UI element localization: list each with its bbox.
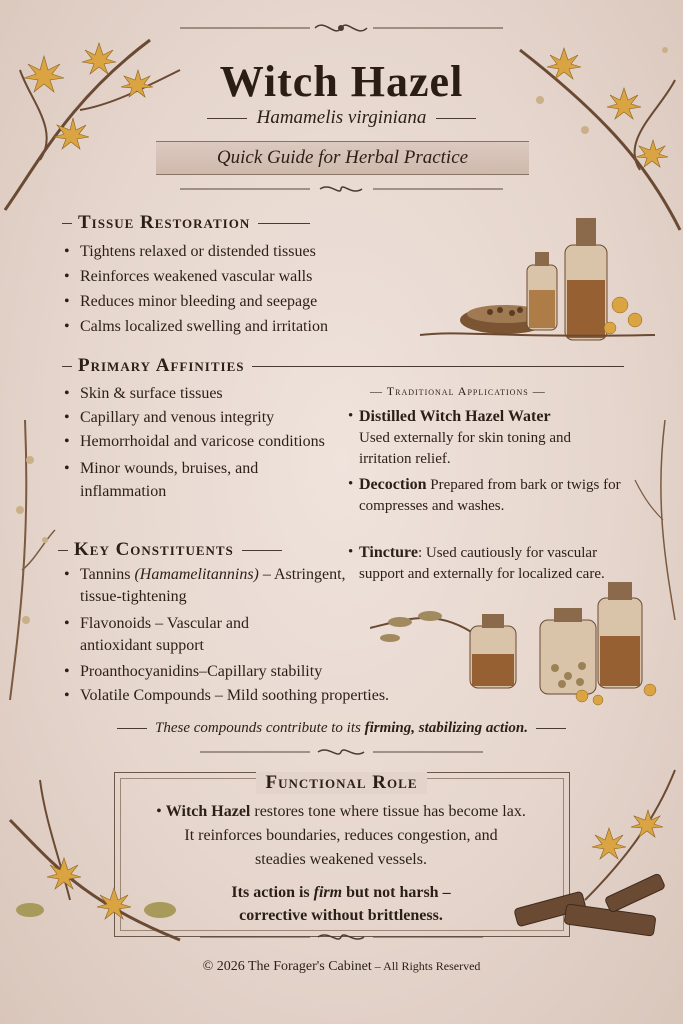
list-item: • Capillary and venous integrity — [62, 406, 327, 430]
rights-text: – All Rights Reserved — [371, 959, 481, 973]
functional-role-lead: Witch Hazel — [165, 803, 251, 820]
list-item: • Tightens relaxed or distended tissues — [62, 239, 432, 264]
list-item: • Calms localized swelling and irritation — [62, 314, 432, 339]
bare-branch-left-illustration — [0, 420, 60, 700]
primary-affinities-title: Primary Affinities — [78, 355, 245, 376]
functional-role-title: Functional Role — [256, 772, 428, 794]
list-item — [62, 564, 350, 607]
guide-banner: Quick Guide for Herbal Practice — [156, 141, 529, 175]
tincture-bottles-illustration — [420, 210, 660, 350]
copyright-footer — [0, 959, 683, 975]
application-name: Tincture — [359, 544, 418, 561]
application-text: : Used cautiously for vascular support and externally for localized care. — [359, 545, 605, 582]
tissue-restoration-title: Tissue Restoration — [78, 212, 251, 233]
top-ornament — [180, 18, 503, 38]
page-title: Witch Hazel — [219, 57, 464, 106]
constituent-name: Proanthocyanidins — [80, 663, 200, 680]
constituents-summary-emphasis: firming, stabilizing action. — [364, 720, 528, 736]
constituent-desc: – Vascular and antioxidant support — [80, 615, 250, 654]
application-name: Distilled Witch Hazel Water — [359, 408, 551, 425]
action-line2: corrective without brittleness. — [239, 907, 443, 924]
action-text-b: but not harsh – — [342, 884, 451, 901]
key-constituents-heading — [58, 539, 282, 561]
constituents-summary: These compounds contribute to its — [155, 720, 365, 736]
constituent-desc: – Astringent, tissue-tightening — [80, 566, 346, 605]
action-text-a: Its action is — [231, 884, 314, 901]
bottom-ornament — [200, 930, 483, 944]
action-emphasis: firm — [313, 884, 343, 901]
tissue-restoration-heading — [62, 212, 310, 234]
bare-branch-right-illustration — [625, 420, 683, 620]
list-item: • Reinforces weakened vascular walls — [62, 264, 432, 289]
application-item: • Tincture: Used cautiously for vascular support and externally for localized care. — [348, 544, 605, 582]
list-item: • Reduces minor bleeding and seepage — [62, 289, 432, 314]
application-item: • Distilled Witch Hazel Water Used externally for skin toning and irritation relief. — [348, 408, 572, 467]
traditional-applications-title: Traditional Applications — [386, 384, 529, 398]
list-item: • Hemorrhoidal and varicose conditions — [62, 430, 327, 454]
latin-name-row — [0, 107, 683, 129]
list-item: • Skin & surface tissues — [62, 382, 327, 406]
key-constituents-title: Key Constituents — [74, 539, 234, 560]
constituent-name: Volatile Compounds — [80, 686, 211, 704]
tissue-restoration-list — [62, 239, 432, 339]
copyright-text: © 2026 The Forager's Cabinet — [202, 959, 372, 974]
constituent-desc: –Capillary stability — [199, 663, 323, 680]
witch-hazel-branch-bottom-left-illustration — [0, 760, 190, 950]
application-text: Used externally for skin toning and irritation relief. — [359, 430, 572, 467]
constituent-name: Flavonoids — [80, 615, 152, 632]
witch-hazel-bark-bottom-right-illustration — [505, 760, 683, 940]
functional-role-line2: It reinforces boundaries, reduces congestion, and — [184, 827, 498, 844]
constituents-summary-row — [0, 720, 683, 737]
divider-ornament — [200, 745, 483, 759]
functional-role-line3: steadies weakened vessels. — [255, 851, 427, 868]
application-item: • Decoction Prepared from bark or twigs for compresses and washes. — [348, 476, 621, 514]
functional-role-line1: restores tone where tissue has become lax. — [250, 803, 526, 820]
primary-affinities-list — [62, 382, 327, 504]
primary-affinities-heading — [62, 355, 624, 377]
list-item: • Minor wounds, bruises, and inflammation — [62, 457, 280, 504]
constituent-paren: (Hamamelitannins) — [134, 566, 259, 583]
list-item — [62, 613, 320, 656]
constituent-name: Tannins — [80, 566, 131, 583]
latin-name: Hamamelis virginiana — [256, 107, 427, 128]
application-name: Decoction — [359, 476, 427, 493]
application-text: Prepared from bark or twigs for compresses and washes. — [359, 477, 621, 514]
functional-role-text: • Witch Hazel restores tone where tissue has become lax. It reinforces boundaries, reduces congestion, and steadies weakened vessels. Its action is firm but not harsh – corrective without brittleness. — [120, 800, 562, 928]
constituent-desc: – Mild soothing properties. — [210, 686, 390, 704]
traditional-applications-heading: — Traditional Applications — — [370, 384, 546, 398]
divider-ornament — [180, 182, 503, 196]
